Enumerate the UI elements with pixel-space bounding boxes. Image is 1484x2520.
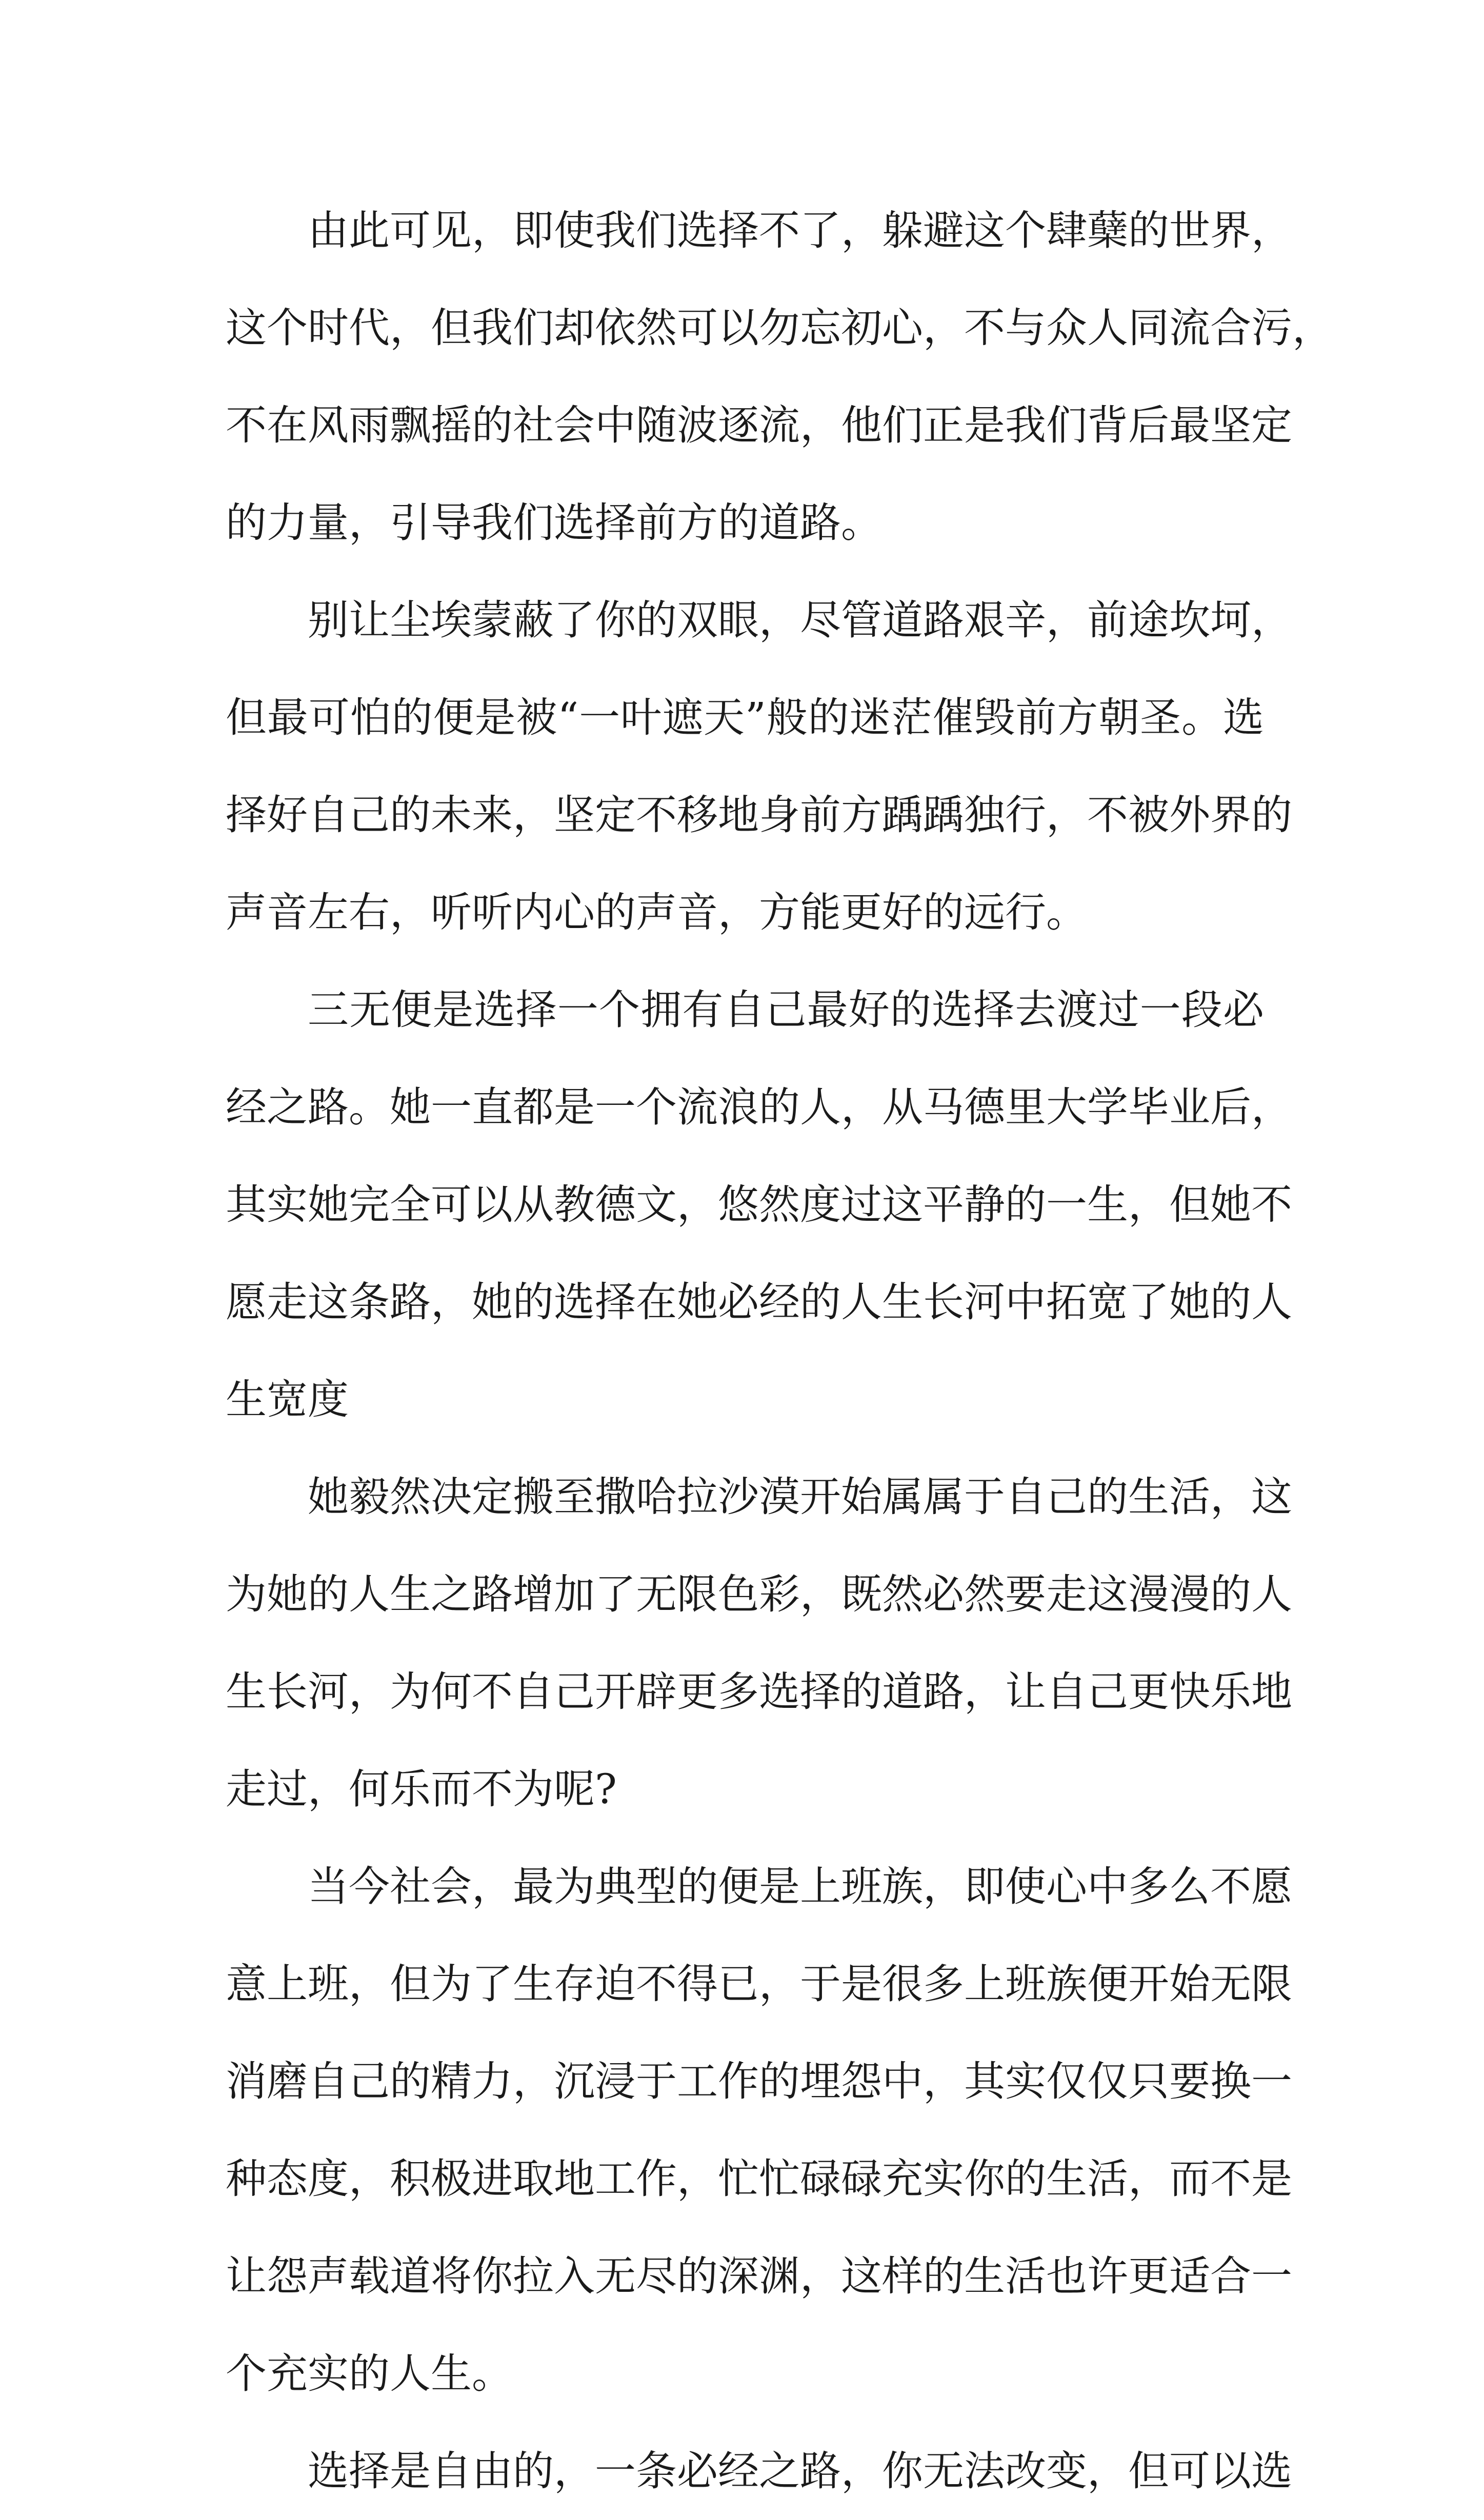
text-line: 意上班，但为了生存迫不得已，于是很多上班族便开始无限 [226,1960,1292,2008]
text-line: 三无便是选择一个拥有自己最好的选择去渡过一段必 [308,986,1264,1034]
text-line: 不在风雨飘摇的社会中随波逐流，他们正是我们背后最坚定 [226,401,1292,449]
text-line: 个充实的人生。 [226,2350,513,2397]
text-line: 种态度，积极进取地工作，忙忙碌碌充实你的生活，而不是 [226,2155,1292,2203]
text-line: 生长河，为何不自己开辟更多选择的道路，让自己更快乐地 [226,1668,1292,1716]
text-line: 择好自己的未来，坚定不移地身前方踽踽独行，不被外界的 [226,791,1292,839]
text-line: 别让尘埃蒙蔽了你的双眼，尽管道路艰辛，前途坎坷， [308,596,1292,644]
text-line: 愿走这条路，她的选择在她必经的人生长河中拓宽了她的人 [226,1278,1292,1326]
text-line: 这个时代，但我们却依然可以勿忘初心，不与众人同流合污， [226,304,1333,352]
text-line: 选择是自由的，一条必经之路，你无法改变，但可以选 [308,2447,1292,2495]
text-line: 她毅然决定搬至撒哈拉沙漠开始属属于自己的生活，这 [308,1473,1292,1521]
paragraph-2 [226,572,1292,961]
text-line: 为她的人生之路增加了无限色彩，既然必然要走这漫漫的人 [226,1570,1292,1618]
paragraph-5 [226,1838,1292,2423]
text-line: 但最可怕的便是被“一叶遮天”般的迷茫催毁前方朝圣。选 [226,694,1264,741]
paragraph-1 [226,182,1333,572]
paragraph-6 [226,2423,1292,2520]
text-line: 其实她完全可以从教德文，悠然度过这平静的一生，但她不 [226,1181,1292,1228]
text-line: 让怨声载道将你拉入无尽的深渊，这样的生活也许更适合一 [226,2252,1292,2300]
document-page [226,182,1333,2520]
text-line: 声音左右，听听内心的声音，方能更好的远行。 [226,889,1087,936]
paragraph-4 [226,1448,1292,1838]
text-line: 的力量，引导我们选择前方的道路。 [226,499,882,547]
text-line: 消磨自己的精力，沉浸于工作的埋怨中，其实仅仅只要换一 [226,2058,1292,2105]
text-line: 由此可见，即使我们选择不了，躲避这个肆蘖的世界， [308,207,1292,254]
text-line: 生宽度 [226,1376,349,1423]
text-line: 当今社会，最为典型的便是上班族，即使心中多么不愿 [308,1863,1292,1910]
text-line: 走过，何乐而不为呢? [226,1765,617,1813]
text-line: 经之路。她一直都是一个流浪的人，从马德里大学毕业后， [226,1083,1292,1131]
paragraph-3 [226,961,1292,1448]
